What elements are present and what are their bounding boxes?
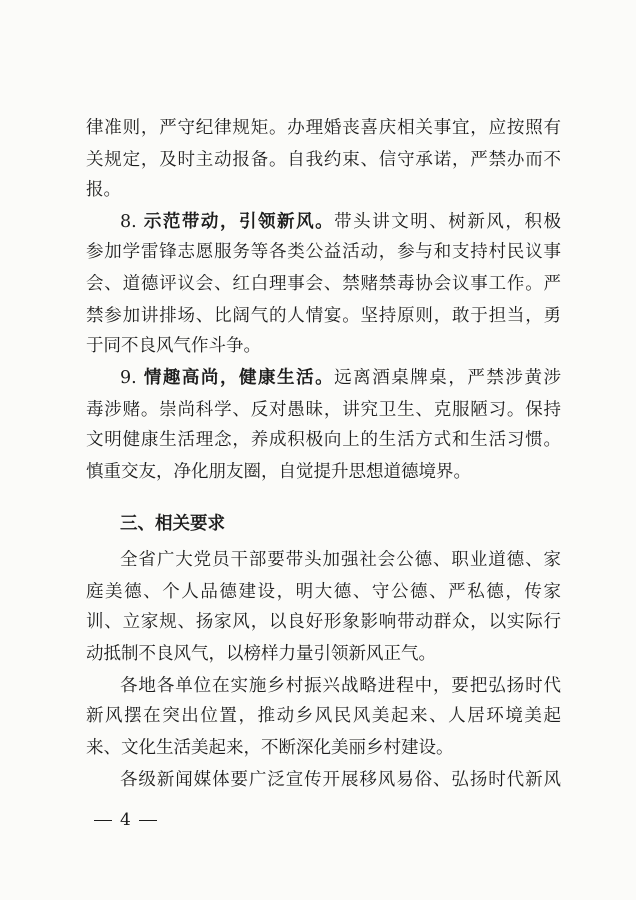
body-text-line: 来、文化生活美起来，不断深化美丽乡村建设。 xyxy=(86,738,454,758)
page-number: 4 xyxy=(120,810,131,830)
body-text-line: 关规定，及时主动报备。自我约束、信守承诺，严禁办而不 xyxy=(86,150,561,170)
body-text-line: 慎重交友，净化朋友圈，自觉提升思想道德境界。 xyxy=(86,462,471,482)
item-8-text: 带头讲文明、树新风，积极 xyxy=(334,212,561,232)
body-text-line: 于同不良风气作斗争。 xyxy=(86,336,261,356)
body-text-line: 动抵制不良风气，以榜样力量引领新风正气。 xyxy=(86,644,436,664)
item-9-heading: 情趣高尚，健康生活。 xyxy=(143,368,335,388)
item-9-line xyxy=(120,366,561,390)
body-text-line: 文明健康生活理念，养成积极向上的生活方式和生活习惯。 xyxy=(86,430,561,450)
body-text-line: 会、道德评议会、红白理事会、禁赌禁毒协会议事工作。严 xyxy=(86,274,561,294)
dash-icon xyxy=(139,820,157,821)
body-text-line: 各地各单位在实施乡村振兴战略进程中，要把弘扬时代 xyxy=(120,676,561,696)
section-heading: 三、相关要求 xyxy=(120,514,225,534)
body-text-line: 训、立家规、扬家风，以良好形象影响带动群众，以实际行 xyxy=(86,612,561,632)
dash-icon xyxy=(94,820,112,821)
item-8-number: 8. xyxy=(120,212,137,232)
body-text-line: 报。 xyxy=(86,180,121,200)
body-text-line: 禁参加讲排场、比阔气的人情宴。坚持原则，敢于担当，勇 xyxy=(86,306,561,326)
body-text-line: 律准则，严守纪律规矩。办理婚丧喜庆相关事宜，应按照有 xyxy=(86,118,561,138)
item-9-number: 9. xyxy=(120,368,137,388)
body-text-line: 全省广大党员干部要带头加强社会公德、职业道德、家 xyxy=(120,550,561,570)
item-8-line xyxy=(120,210,561,234)
body-text-line: 参加学雷锋志愿服务等各类公益活动，参与和支持村民议事 xyxy=(86,242,561,262)
item-8-heading: 示范带动，引领新风。 xyxy=(143,212,335,232)
body-text-line: 毒涉赌。崇尚科学、反对愚昧，讲究卫生、克服陋习。保持 xyxy=(86,400,561,420)
body-text-line: 庭美德、个人品德建设，明大德、守公德、严私德，传家 xyxy=(86,582,561,602)
body-text-line: 各级新闻媒体要广泛宣传开展移风易俗、弘扬时代新风 xyxy=(120,770,561,790)
item-9-text: 远离酒桌牌桌，严禁涉黄涉 xyxy=(334,368,561,388)
body-text-line: 新风摆在突出位置，推动乡风民风美起来、人居环境美起 xyxy=(86,706,561,726)
page-number-footer xyxy=(86,808,165,832)
